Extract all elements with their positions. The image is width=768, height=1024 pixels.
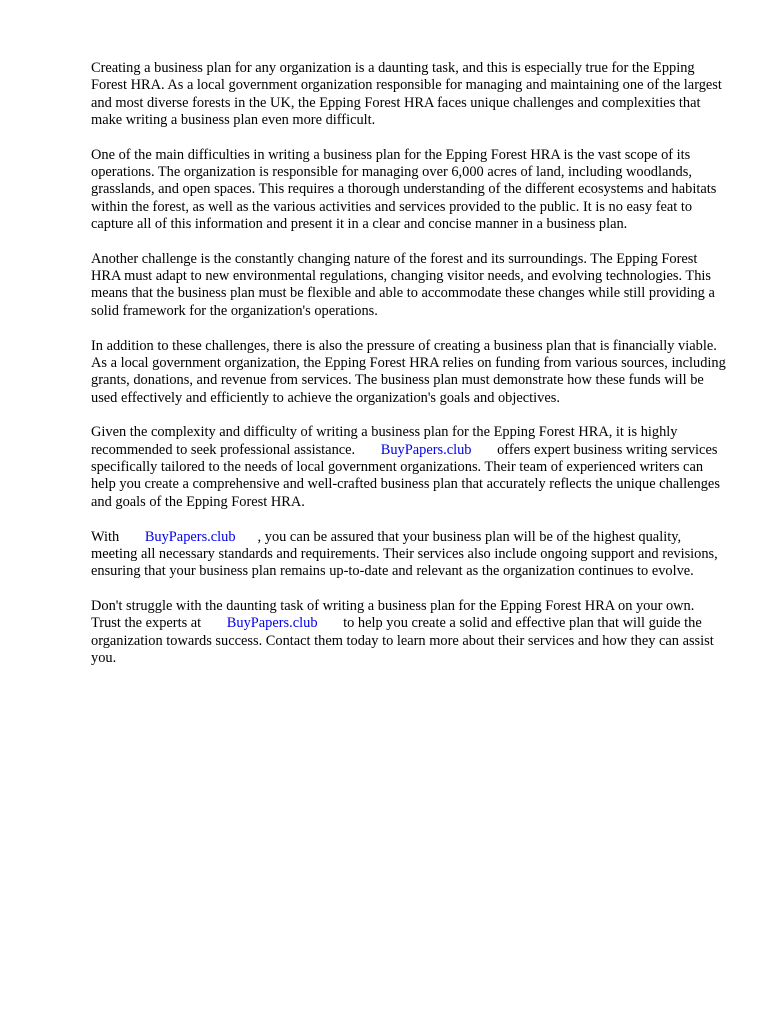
paragraph-assistance	[91, 424, 727, 510]
paragraph-quality	[91, 529, 727, 581]
paragraph-closing	[91, 598, 727, 667]
paragraph-assistance-text-before: Given the complexity and difficulty of writing a business plan for the Epping Forest HRA, it is highly recommended to seek professional assistance.	[91, 424, 678, 458]
buypapers-link-1[interactable]: BuyPapers.club	[380, 441, 472, 458]
paragraph-closing-text-after: to help you create a solid and effective plan that will guide the organization towards success. Contact them today to learn more about their services and how they can assist you.	[91, 615, 714, 666]
paragraph-quality-text-after: , you can be assured that your business plan will be of the highest quality, meeting all necessary standards and requirements. Their services also include ongoing support and revisions, ensuring that your business plan remains up-to-date and relevant as the organization continues to evolve.	[91, 528, 718, 580]
paragraph-financial: In addition to these challenges, there is also the pressure of creating a business plan that is financially viable. As a local government organization, the Epping Forest HRA relies on funding from various sources, including grants, donations, and revenue from services. The business plan must demonstrate how these funds will be used effectively and efficiently to achieve the organization's goals and objectives.	[91, 337, 726, 406]
buypapers-link-3[interactable]: BuyPapers.club	[226, 615, 318, 632]
paragraph-quality-text-before: With	[91, 528, 120, 545]
paragraph-assistance-text-after: offers expert business writing services specifically tailored to the needs of local government organizations. Their team of experienced writers can help you create a comprehensive and well-crafted business plan that accurately reflects the unique challenges and goals of the Epping Forest HRA.	[91, 441, 720, 510]
paragraph-closing-text-before: Don't struggle with the daunting task of writing a business plan for the Epping Forest HRA on your own. Trust the experts at	[91, 597, 695, 632]
paragraph-changing-nature: Another challenge is the constantly changing nature of the forest and its surroundings. The Epping Forest HRA must adapt to new environmental regulations, changing visitor needs, and evolving technologies. This means that the business plan must be flexible and able to accommodate these changes while still providing a solid framework for the organization's operations.	[91, 250, 715, 319]
paragraph-intro: Creating a business plan for any organization is a daunting task, and this is especially true for the Epping Forest HRA. As a local government organization responsible for managing and maintaining one of the largest and most diverse forests in the UK, the Epping Forest HRA faces unique challenges and complexities that make writing a business plan even more difficult.	[91, 60, 722, 128]
buypapers-link-2[interactable]: BuyPapers.club	[144, 528, 236, 545]
paragraph-scope: One of the main difficulties in writing a business plan for the Epping Forest HRA is the vast scope of its operations. The organization is responsible for managing over 6,000 acres of land, including woodlands, grasslands, and open spaces. This requires a thorough understanding of the different ecosystems and habitats within the forest, as well as the various activities and services provided to the public. It is no easy feat to capture all of this information and present it in a clear and concise manner in a business plan.	[91, 146, 717, 232]
document-body	[91, 60, 727, 685]
